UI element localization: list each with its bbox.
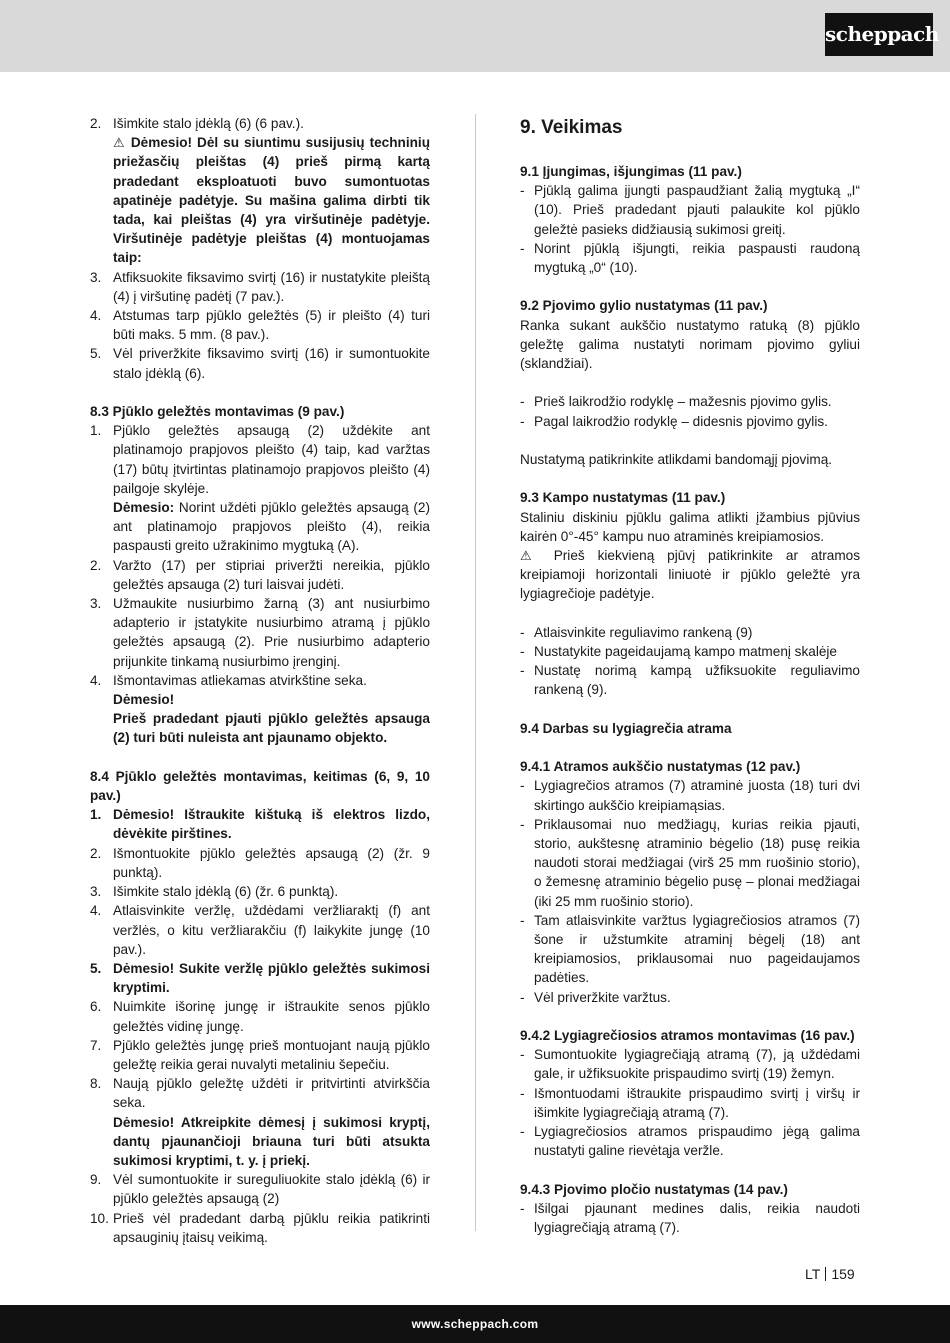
list-item: - Išmontuodami ištraukite prispaudimo svirtį į viršų ir išimkite lygiagrečiąją atramą (7). (520, 1085, 860, 1120)
chapter-title: 9. Veikimas (520, 117, 623, 138)
list-item: 3. Atfiksuokite fiksavimo svirtį (16) ir nustatykite pleištą (4) į viršutinę padėtį (7 pav.). (90, 269, 430, 304)
list-item: 5. Vėl priveržkite fiksavimo svirtį (16) ir sumontuokite stalo įdėklą (6). (90, 346, 430, 381)
list-item: 3. Išimkite stalo įdėklą (6) (žr. 6 punktą). (90, 884, 339, 900)
left-column (90, 114, 430, 1247)
list-item: - Sumontuokite lygiagrečiąją atramą (7), ją uždėdami gale, ir užfiksuokite prispaudimo svirtį (19) žemyn. (520, 1047, 860, 1082)
footer-url[interactable]: www.scheppach.com (0, 1305, 950, 1343)
list-item: 4. Atstumas tarp pjūklo geležtės (5) ir pleišto (4) turi būti maks. 5 mm. (8 pav.). (90, 308, 430, 343)
column-divider (475, 114, 476, 1231)
list-item: 1. Pjūklo geležtės apsaugą (2) uždėkite ant platinamojo prapjovos pleišto (4) taip, kad varžtas (17) būtų įtvirtintas platinamojo prapjovos pleišto (4) pailgoje skylėje. (90, 423, 430, 496)
list-item: - Pagal laikrodžio rodyklę – didesnis pjovimo gylis. (520, 413, 828, 429)
warning-label: Dėmesio! (113, 692, 175, 708)
header-bar (0, 0, 950, 72)
subsection-heading: 9.4.1 Atramos aukščio nustatymas (12 pav.) (520, 759, 801, 775)
note-paragraph: Dėmesio: Norint uždėti pjūklo geležtės apsaugą (2) ant platinamojo prapjovos pleišto (4), reikia paspausti greito užrakinimo mygtuką (A). (113, 500, 430, 554)
list-item: 2. Varžto (17) per stipriai priveržti nereikia, pjūklo geležtės apsauga (2) turi laisvai judėti. (90, 557, 430, 592)
subsection-heading: 9.4.2 Lygiagrečiosios atramos montavimas (16 pav.) (520, 1028, 855, 1044)
list-item: 1. Dėmesio! Ištraukite kištuką iš elektros lizdo, dėvėkite pirštines. (90, 807, 430, 842)
paragraph: Nustatymą patikrinkite atlikdami bandomąjį pjovimą. (520, 452, 833, 467)
section-heading: 9.3 Kampo nustatymas (11 pav.) (520, 490, 726, 506)
list-item: 3. Užmaukite nusiurbimo žarną (3) ant nusiurbimo adapterio ir įstatykite nusiurbimo atramą į pjūklo geležtės apsaugą (2). Prie nusiurbimo adapterio prijunkite tinkamą nusiurbimo įrenginį. (90, 596, 430, 669)
section-heading: 8.4 Pjūklo geležtės montavimas, keitimas (6, 9, 10 pav.) (90, 768, 430, 804)
subsection-heading: 9.4.3 Pjovimo pločio nustatymas (14 pav.) (520, 1181, 788, 1197)
warning-paragraph: Dėmesio! Atkreipkite dėmesį į sukimosi kryptį, dantų pjaunančioji briauna turi būti atsukta sukimosi kryptimi, t. y. į priekį. (113, 1114, 430, 1168)
list-item: - Vėl priveržkite varžtus. (520, 989, 671, 1005)
list-item: 2. Išmontuokite pjūklo geležtės apsaugą (2) (žr. 9 punktą). (90, 845, 430, 880)
warning-icon: ⚠ (520, 548, 541, 563)
list-item: 5. Dėmesio! Sukite veržlę pjūklo geležtės sukimosi kryptimi. (90, 960, 430, 996)
list-item: 4. Atlaisvinkite veržlę, uždėdami veržliaraktį (f) ant veržlės, o kitu veržliarakčiu (f) laikykite jungę (10 pav.). (90, 903, 430, 957)
list-item: 6. Nuimkite išorinę jungę ir ištraukite senos pjūklo geležtės vidinę jungę. (90, 999, 430, 1034)
list-item: - Tam atlaisvinkite varžtus lygiagrečiosios atramos (7) šone ir užstumkite atraminį bėgelį (18) ant kreipiamosios, priklausomai nuo pageidaujamos padėties. (520, 912, 860, 986)
list-item: - Prieš laikrodžio rodyklę – mažesnis pjovimo gylis. (520, 394, 832, 410)
paragraph: Ranka sukant aukščio nustatymo ratuką (8) pjūklo geležtę galima nustatyti norimam pjovimo gyliui (sklandžiai). (520, 317, 860, 372)
list-item: 10. Prieš vėl pradedant darbą pjūklu reikia patikrinti apsauginių įtaisų veikimą. (90, 1210, 430, 1245)
list-item: 8. Naują pjūklo geležtę uždėti ir pritvirtinti atvirkščia seka. (90, 1076, 430, 1111)
paragraph: Staliniu diskiniu pjūklu galima atlikti įžambius pjūvius kairėn 0°-45° kampu nuo atraminės kreipiamosios. (520, 509, 860, 544)
right-column (520, 114, 860, 1237)
warning-paragraph: ⚠ Prieš kiekvieną pjūvį patikrinkite ar atramos kreipiamoji horizontali liniuotė ir pjūklo geležtė yra lygiagrečioje padėtyje. (520, 548, 861, 602)
list-item: - Lygiagrečios atramos (7) atraminė juosta (18) turi dvi skirtingo aukščio kreipiamąsias. (520, 778, 860, 813)
page-number: LT 159 (805, 1266, 855, 1282)
list-item: 9. Vėl sumontuokite ir sureguliuokite stalo įdėklą (6) ir pjūklo geležtės apsaugą (2) (90, 1172, 430, 1207)
list-item: - Priklausomai nuo medžiagų, kurias reikia pjauti, storio, aukštesnę atraminio bėgelio (18) pusę reikia naudoti storai medžiagai (virš 25 mm ruošinio storio), o žemesnę atraminio bėgelio pusę – plonai medžiagai (iki 25 mm ruošinio storio). (520, 816, 860, 909)
warning-icon: ⚠ (113, 135, 126, 151)
list-item: 2. Išimkite stalo įdėklą (6) (6 pav.). (90, 116, 304, 131)
list-item: - Išilgai pjaunant medines dalis, reikia naudoti lygiagrečiąją atramą (7). (520, 1200, 860, 1236)
section-heading: 9.4 Darbas su lygiagrečia atrama (520, 720, 732, 736)
brand-logo: scheppach (825, 13, 933, 56)
warning-paragraph: Prieš pradedant pjauti pjūklo geležtės apsauga (2) turi būti nuleista ant pjaunamo objekto. (113, 711, 430, 746)
list-item: - Norint pjūklą išjungti, reikia paspausti raudoną mygtuką „0“ (10). (520, 240, 860, 276)
list-item: - Nustatykite pageidaujamą kampo matmenį skalėje (520, 644, 837, 659)
list-item: - Atlaisvinkite reguliavimo rankeną (9) (520, 624, 753, 640)
list-item: 7. Pjūklo geležtės jungę prieš montuojant naują pjūklo geležtę reikia gerai nuvalyti metaliniu šepečiu. (90, 1037, 430, 1072)
list-item: 4. Išmontavimas atliekamas atvirkštine seka. (90, 672, 367, 688)
section-heading: 9.1 Įjungimas, išjungimas (11 pav.) (520, 164, 742, 179)
warning-paragraph: ⚠ Dėmesio! Dėl su siuntimu susijusių techninių priežasčių pleištas (4) prieš pirmą kartą pradedant eksploatuoti buvo sumontuotas apatinėje padėtyje. Su mašina galima dirbti tik tada, kai pleištas (4) yra viršutinėje padėtyje. Viršutinėje padėtyje pleištas (4) montuojamas taip: (113, 135, 430, 266)
section-heading: 9.2 Pjovimo gylio nustatymas (11 pav.) (520, 298, 768, 314)
list-item: - Lygiagrečiosios atramos prispaudimo jėgą galima nustatyti galine rievėtąja veržle. (520, 1124, 860, 1159)
section-heading: 8.3 Pjūklo geležtės montavimas (9 pav.) (90, 404, 345, 420)
list-item: - Pjūklą galima įjungti paspaudžiant žalią mygtuką „I“ (10). Prieš pradedant pjauti palaukite kol pjūklo geležtė pasieks didžiausią sukimosi greitį. (520, 183, 860, 237)
list-item: - Nustatę norimą kampą užfiksuokite reguliavimo rankeną (9). (520, 663, 860, 698)
